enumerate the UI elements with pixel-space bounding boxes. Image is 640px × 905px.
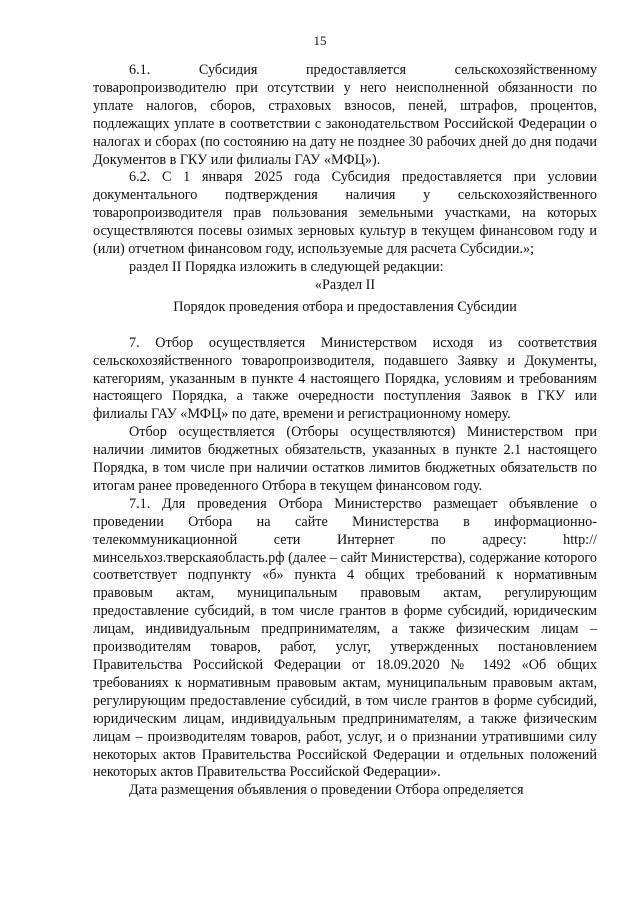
spacer	[93, 317, 597, 335]
paragraph-7-continued: Отбор осуществляется (Отборы осуществляются) Министерством при наличии лимитов бюджетных обязательств, указанных в пункте 2.1 настоящего Порядка, в том числе при наличии остатков лимитов бюджетных обязательств по итогам ранее проведенного Отбора в текущем финансовом году.	[93, 424, 597, 494]
amendment-instruction: раздел II Порядка изложить в следующей редакции:	[129, 258, 444, 275]
paragraph-date-of-announcement: Дата размещения объявления о проведении Отбора определяется	[129, 782, 524, 799]
section-heading: «Раздел II	[314, 276, 376, 293]
paragraph-7-1: 7.1. Для проведения Отбора Министерство размещает объявление о проведении Отбора на сайте Министерства в информационно-телекоммуникационной сети Интернет по адресу: http://минсельхоз.тверскаяобласть.рф (далее – сайт Министерства), содержание которого соответствует подпункту «б» пункта 4 общих требований к нормативным правовым актам, муниципальным правовым актам, регулирующим предоставление субсидий, в том числе грантов в форме субсидий, юридическим лицам, индивидуальным предпринимателям, а также физическим лицам – производителям товаров, работ, услуг, утвержденных постановлением Правительства Российской Федерации от 18.09.2020 № 1492 «Об общих требованиях к нормативным правовым актам, муниципальным правовым актам, регулирующим предоставление субсидий, в том числе грантов в форме субсидий, юридическим лицам, индивидуальным предпринимателям, а также физическим лицам – производителям товаров, работ, услуг, и о признании утратившими силу некоторых актов Правительства Российской Федерации и отдельных положений некоторых актов Правительства Российской Федерации».	[93, 495, 597, 781]
paragraph-6-2: 6.2. С 1 января 2025 года Субсидия предоставляется при условии документального подтверждения наличия у сельскохозяйственного товаропроизводителя прав пользования земельными участками, на которых осуществляются посевы озимых зерновых культур в текущем финансовом году и (или) отчетном финансовом году, используемые для расчета Субсидии.»;	[93, 169, 597, 258]
page-body	[93, 62, 597, 800]
paragraph-6-1: 6.1. Субсидия предоставляется сельскохозяйственному товаропроизводителю при отсутствии у него неисполненной обязанности по уплате налогов, сборов, страховых взносов, пеней, штрафов, процентов, подлежащих уплате в соответствии с законодательством Российской Федерации о налогах и сборах (по состоянию на дату не позднее 30 рабочих дней до дня подачи Документов в ГКУ или филиалы ГАУ «МФЦ»).	[93, 62, 597, 168]
page-number: 15	[313, 33, 327, 48]
section-title: Порядок проведения отбора и предоставления Субсидии	[173, 298, 517, 315]
paragraph-7: 7. Отбор осуществляется Министерством исходя из соответствия сельскохозяйственного товаропроизводителя, подавшего Заявку и Документы, категориям, указанным в пункте 4 настоящего Порядка, условиям и требованиям настоящего Порядка, а также очередности поступления Заявок в ГКУ или филиалы ГАУ «МФЦ» по дате, времени и регистрационному номеру.	[93, 334, 597, 423]
